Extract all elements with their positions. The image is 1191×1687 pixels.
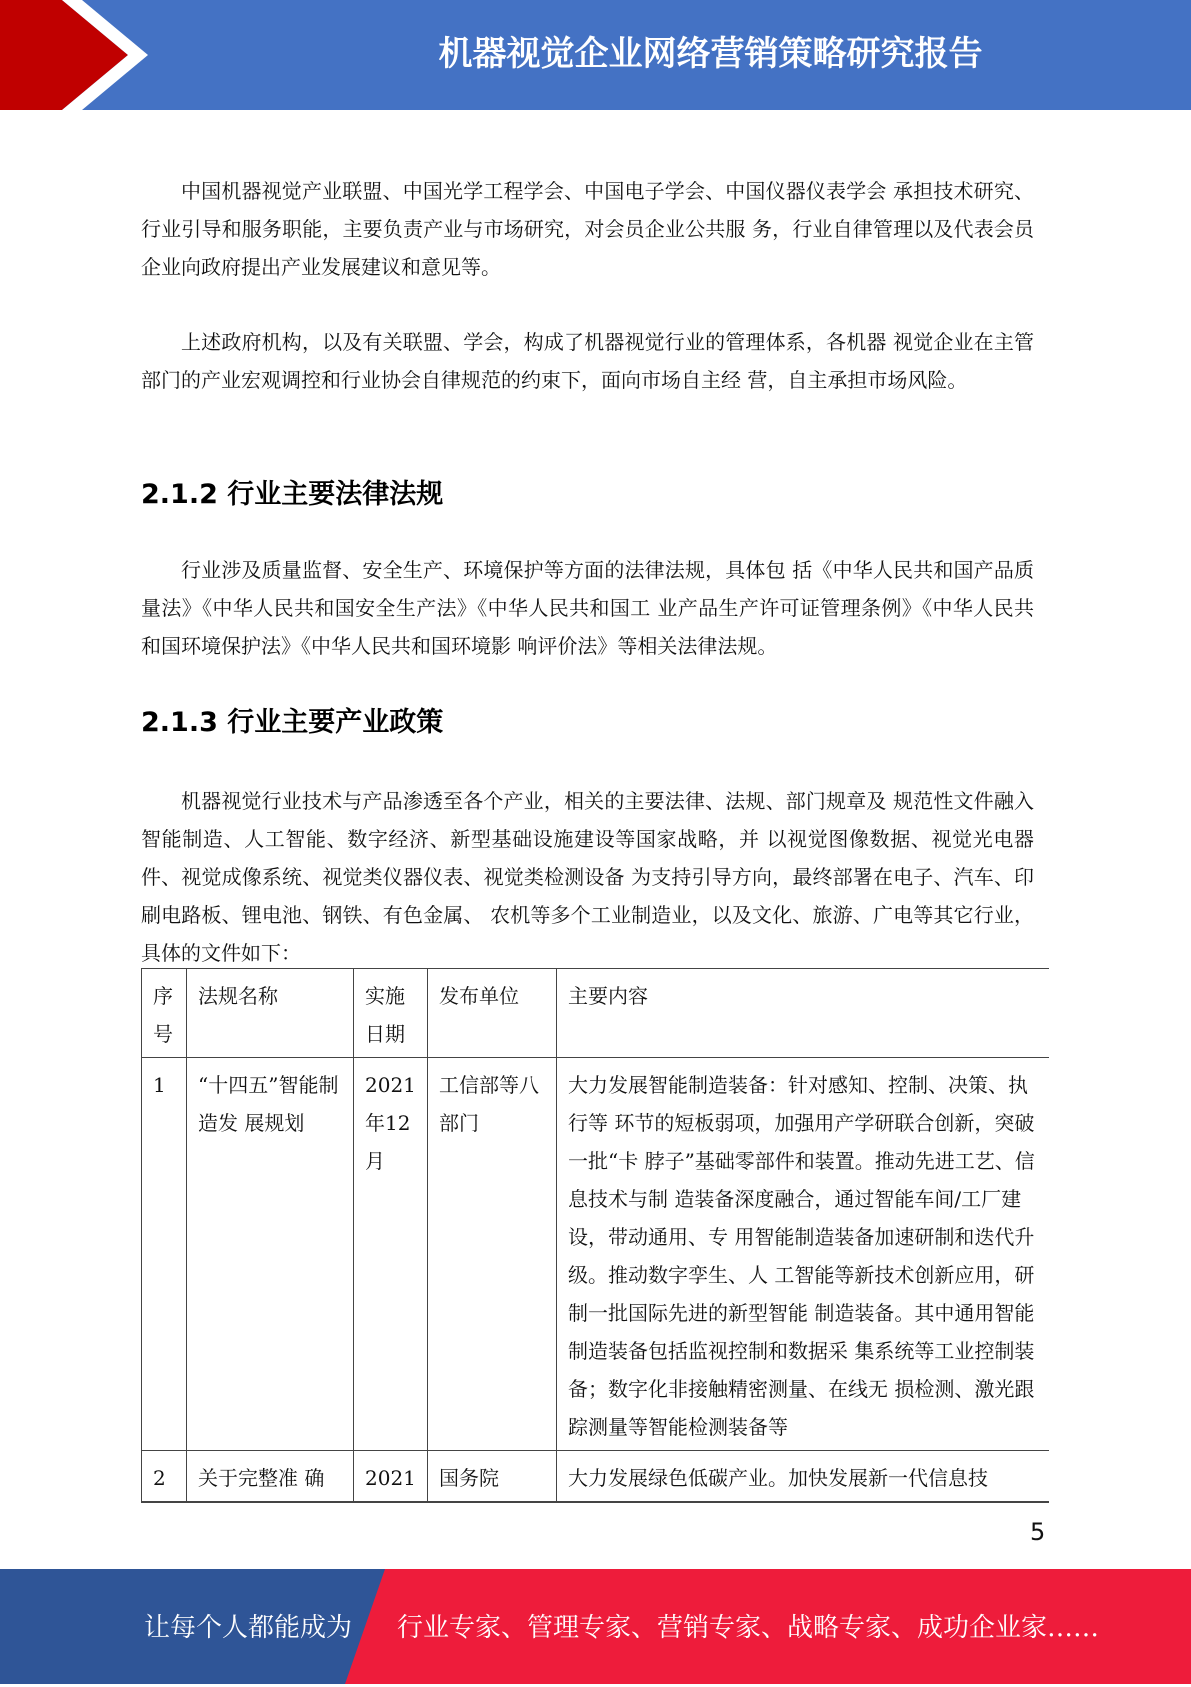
paragraph-laws — [141, 551, 1034, 665]
table-header-row — [142, 969, 1050, 1058]
paragraph-text: 上述政府机构，以及有关联盟、学会，构成了机器视觉行业的管理体系，各机器 视觉企业在主管部门的产业宏观调控和行业协会自律规范的约束下，面向市场自主经 营，自主承担市场风险。 — [141, 330, 1034, 392]
cell-name: “十四五”智能制造发 展规划 — [187, 1058, 354, 1451]
table-row — [142, 1058, 1050, 1451]
cell-no: 2 — [142, 1451, 187, 1502]
cell-content: 大力发展智能制造装备：针对感知、控制、决策、执行等 环节的短板弱项，加强用产学研联合创新，突破一批“卡 脖子”基础零部件和装置。推动先进工艺、信息技术与制 造装备深度融合，通过智能车间/工厂建设，带动通用、专 用智能制造装备加速研制和迭代升级。推动数字孪生、人 工智能等新技术创新应用，研制一批国际先进的新型智能 制造装备。其中通用智能制造装备包括监视控制和数据采 集系统等工业控制装备；数字化非接触精密测量、在线无 损检测、激光跟踪测量等智能检测装备等 — [557, 1058, 1050, 1451]
cell-name: 关于完整准 确 — [187, 1451, 354, 1502]
header-content: 主要内容 — [557, 969, 1050, 1058]
table-row — [142, 1451, 1050, 1502]
paragraph-associations — [141, 172, 1034, 286]
section-heading-2-1-3: 2.1.3 行业主要产业政策 — [141, 707, 444, 738]
cell-no: 1 — [142, 1058, 187, 1451]
page-header — [0, 0, 1191, 110]
header-name: 法规名称 — [187, 969, 354, 1058]
cell-issuer: 工信部等八部门 — [428, 1058, 557, 1451]
document-title: 机器视觉企业网络营销策略研究报告 — [438, 34, 983, 74]
cell-content: 大力发展绿色低碳产业。加快发展新一代信息技 — [557, 1451, 1050, 1502]
paragraph-text: 机器视觉行业技术与产品渗透至各个产业，相关的主要法律、法规、部门规章及 规范性文件融入智能制造、人工智能、数字经济、新型基础设施建设等国家战略，并 以视觉图像数据、视觉光电器件、视觉成像系统、视觉类仪器仪表、视觉类检测设备 为支持引导方向，最终部署在电子、汽车、印刷电路板、锂电池、钢铁、有色金属、 农机等多个工业制造业，以及文化、旅游、广电等其它行业，具体的文件如下： — [141, 789, 1034, 965]
paragraph-text: 行业涉及质量监督、安全生产、环境保护等方面的法律法规，具体包 括《中华人民共和国产品质量法》《中华人民共和国安全生产法》《中华人民共和国工 业产品生产许可证管理条例》《中华人民共和国环境保护法》《中华人民共和国环境影 响评价法》等相关法律法规。 — [141, 558, 1034, 658]
cell-date: 2021年12月 — [354, 1058, 428, 1451]
footer-slogan-left: 让每个人都能成为 — [144, 1613, 353, 1643]
header-date: 实施日期 — [354, 969, 428, 1058]
header-issuer: 发布单位 — [428, 969, 557, 1058]
paragraph-management-system — [141, 323, 1034, 399]
page-number: 5 — [1030, 1518, 1046, 1546]
section-heading-2-1-2: 2.1.2 行业主要法律法规 — [141, 479, 444, 510]
header-arrow-shape — [0, 0, 160, 110]
paragraph-text: 中国机器视觉产业联盟、中国光学工程学会、中国电子学会、中国仪器仪表学会 承担技术研究、行业引导和服务职能，主要负责产业与市场研究，对会员企业公共服 务，行业自律管理以及代表会员企业向政府提出产业发展建议和意见等。 — [141, 179, 1034, 279]
header-no: 序号 — [142, 969, 187, 1058]
page-footer — [0, 1569, 1191, 1684]
paragraph-policies — [141, 782, 1034, 972]
footer-slogan-right: 行业专家、管理专家、营销专家、战略专家、成功企业家…… — [397, 1613, 1100, 1643]
table-bottom-border — [141, 1502, 1049, 1503]
policy-table — [141, 968, 1049, 1503]
cell-issuer: 国务院 — [428, 1451, 557, 1502]
cell-date: 2021 — [354, 1451, 428, 1502]
